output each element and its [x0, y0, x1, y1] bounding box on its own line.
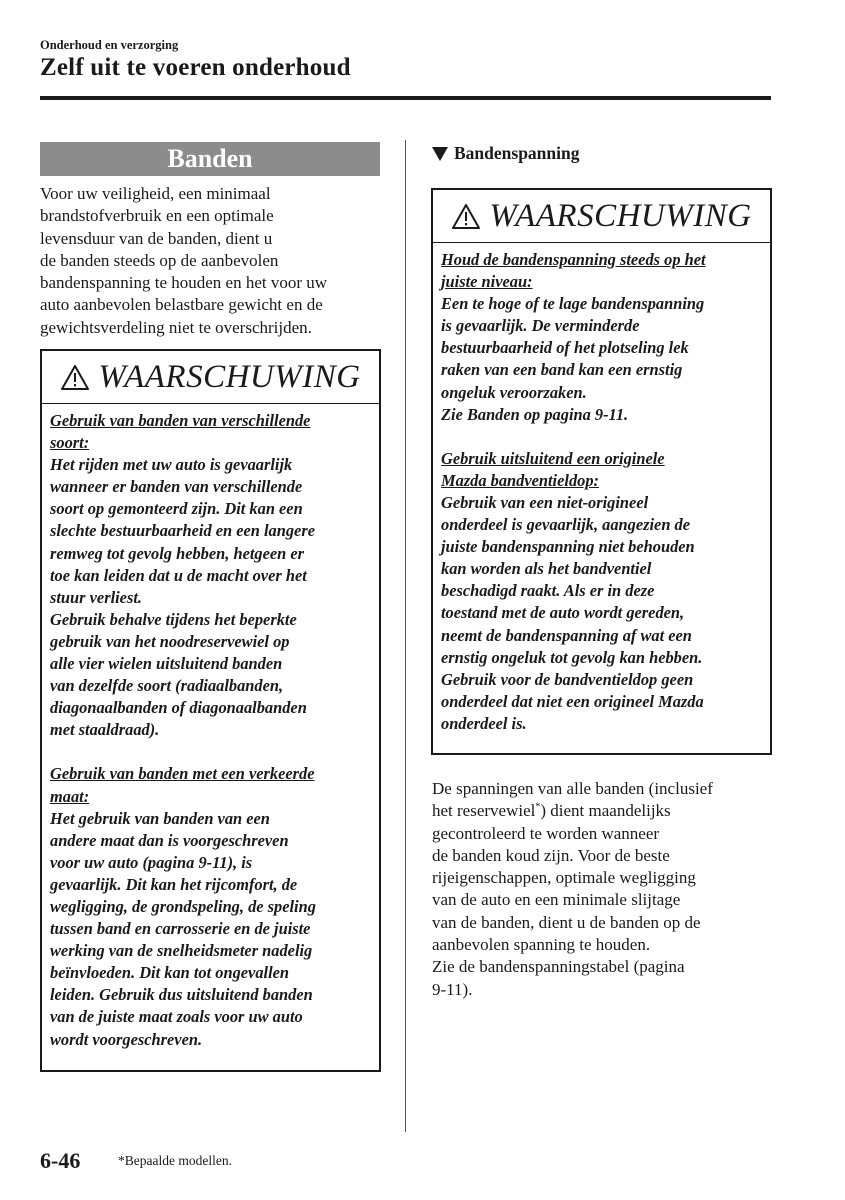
- text-line: gewichtsverdeling niet te overschrijden.: [40, 317, 312, 337]
- warning-box-bandenspanning: [431, 188, 772, 755]
- warning-line: gevaarlijk. Dit kan het rijcomfort, de: [50, 874, 298, 894]
- warning-line: bestuurbaarheid of het plotseling lek: [441, 338, 689, 358]
- warning-line: is gevaarlijk. De verminderde: [441, 316, 640, 336]
- text-line: levensduur van de banden, dient u: [40, 228, 273, 248]
- text-fragment: ) dient maandelijks: [540, 801, 671, 821]
- warning-box-banden: [40, 349, 381, 1072]
- section-title-banden: Banden: [40, 142, 380, 176]
- subheading-label: Bandenspanning: [454, 143, 580, 163]
- text-fragment: het reservewiel: [432, 801, 536, 821]
- warning-line: toe kan leiden dat u de macht over het: [50, 565, 307, 585]
- warning-line: onderdeel is gevaarlijk, aangezien de: [441, 515, 691, 535]
- warning-line: alle vier wielen uitsluitend banden: [50, 654, 283, 674]
- warning-line: onderdeel is.: [441, 713, 527, 733]
- warning-line: met staaldraad).: [50, 720, 160, 740]
- text-line: van de auto en een minimale slijtage: [432, 890, 681, 910]
- warning-line: stuur verliest.: [50, 587, 142, 607]
- footnote: *Bepaalde modellen.: [118, 1153, 232, 1168]
- warning-subheading: Houd de bandenspanning steeds op het: [441, 250, 706, 269]
- text-line: de banden koud zijn. Voor de beste: [432, 845, 670, 865]
- warning-line: van dezelfde soort (radiaalbanden,: [50, 676, 284, 696]
- warning-subheading: Gebruik van banden van verschillende: [50, 411, 311, 430]
- warning-header: [433, 190, 770, 243]
- column-divider: [405, 140, 406, 1132]
- warning-line: neemt de bandenspanning af wat een: [441, 625, 692, 645]
- warning-line: voor uw auto (pagina 9-11), is: [50, 852, 253, 872]
- warning-line: slechte bestuurbaarheid en een langere: [50, 521, 315, 541]
- warning-line: Gebruik voor de bandventieldop geen: [441, 669, 694, 689]
- warning-line: Gebruik van een niet-origineel: [441, 492, 649, 512]
- breadcrumb: Onderhoud en verzorging: [40, 38, 179, 52]
- text-line: van de banden, dient u de banden op de: [432, 912, 701, 932]
- warning-line: remweg tot gevolg hebben, hetgeen er: [50, 543, 305, 563]
- warning-line: Het rijden met uw auto is gevaarlijk: [50, 455, 293, 475]
- text-line: bandenspanning te houden en het voor uw: [40, 273, 328, 293]
- page-title: Zelf uit te voeren onderhoud: [40, 54, 351, 81]
- warning-line: Een te hoge of te lage bandenspanning: [441, 294, 705, 314]
- warning-line: Zie Banden op pagina 9-11.: [441, 404, 629, 424]
- text-line: De spanningen van alle banden (inclusief: [432, 779, 713, 798]
- spacer: [441, 426, 762, 448]
- text-line: de banden steeds op de aanbevolen: [40, 250, 279, 270]
- text-line: Zie de bandenspanningstabel (pagina: [432, 957, 685, 977]
- warning-title: WAARSCHUWING: [98, 358, 361, 395]
- text-line: [432, 800, 777, 822]
- intro-paragraph: [40, 183, 385, 339]
- text-line: brandstofverbruik en een optimale: [40, 206, 274, 226]
- warning-line: wegligging, de grondspeling, de speling: [50, 896, 316, 916]
- warning-line: wordt voorgeschreven.: [50, 1029, 203, 1049]
- text-line: Voor uw veiligheid, een minimaal: [40, 184, 271, 203]
- warning-subheading: Gebruik uitsluitend een originele: [441, 448, 665, 468]
- text-line: auto aanbevolen belastbare gewicht en de: [40, 295, 323, 315]
- warning-subheading: Gebruik van banden met een verkeerde: [50, 764, 315, 784]
- warning-line: toestand met de auto wordt gereden,: [441, 603, 685, 623]
- warning-line: juiste bandenspanning niet behouden: [441, 537, 695, 557]
- triangle-bullet-icon: [432, 147, 448, 161]
- warning-line: kan worden als het bandventiel: [441, 559, 652, 579]
- warning-line: beïnvloeden. Dit kan tot ongevallen: [50, 963, 290, 983]
- warning-subheading: Mazda bandventieldop:: [441, 470, 599, 490]
- warning-line: beschadigd raakt. Als er in deze: [441, 581, 655, 601]
- warning-triangle-icon: [60, 364, 90, 391]
- text-line: rijeigenschappen, optimale wegligging: [432, 868, 696, 888]
- warning-line: leiden. Gebruik dus uitsluitend banden: [50, 985, 313, 1005]
- warning-line: werking van de snelheidsmeter nadelig: [50, 941, 313, 961]
- warning-triangle-icon: [451, 203, 481, 230]
- text-line: aanbevolen spanning te houden.: [432, 935, 651, 955]
- warning-title: WAARSCHUWING: [489, 197, 752, 234]
- warning-line: andere maat dan is voorgeschreven: [50, 830, 289, 850]
- warning-line: diagonaalbanden of diagonaalbanden: [50, 698, 307, 718]
- warning-line: gebruik van het noodreservewiel op: [50, 631, 290, 651]
- warning-body: [42, 404, 379, 1051]
- title-rule: [40, 96, 771, 100]
- warning-line: ongeluk veroorzaken.: [441, 382, 587, 402]
- warning-subheading: maat:: [50, 786, 90, 806]
- warning-line: tussen band en carrosserie en de juiste: [50, 919, 311, 939]
- text-line: gecontroleerd te worden wanneer: [432, 823, 660, 843]
- warning-header: [42, 351, 379, 404]
- warning-subheading: soort:: [50, 433, 90, 453]
- footnote-marker: *: [535, 801, 541, 813]
- warning-line: Het gebruik van banden van een: [50, 808, 270, 828]
- warning-line: wanneer er banden van verschillende: [50, 477, 303, 497]
- text-line: 9-11).: [432, 979, 473, 999]
- warning-line: van de juiste maat zoals voor uw auto: [50, 1007, 303, 1027]
- body-paragraph: [432, 778, 777, 1001]
- subheading-bandenspanning: [432, 143, 580, 164]
- spacer: [50, 741, 371, 763]
- warning-body: [433, 243, 770, 735]
- page-number: 6-46: [40, 1148, 81, 1173]
- warning-line: onderdeel dat niet een origineel Mazda: [441, 691, 704, 711]
- warning-line: raken van een band kan een ernstig: [441, 360, 683, 380]
- warning-line: Gebruik behalve tijdens het beperkte: [50, 609, 297, 629]
- warning-subheading: juiste niveau:: [441, 272, 533, 292]
- warning-line: ernstig ongeluk tot gevolg kan hebben.: [441, 647, 703, 667]
- warning-line: soort op gemonteerd zijn. Dit kan een: [50, 499, 303, 519]
